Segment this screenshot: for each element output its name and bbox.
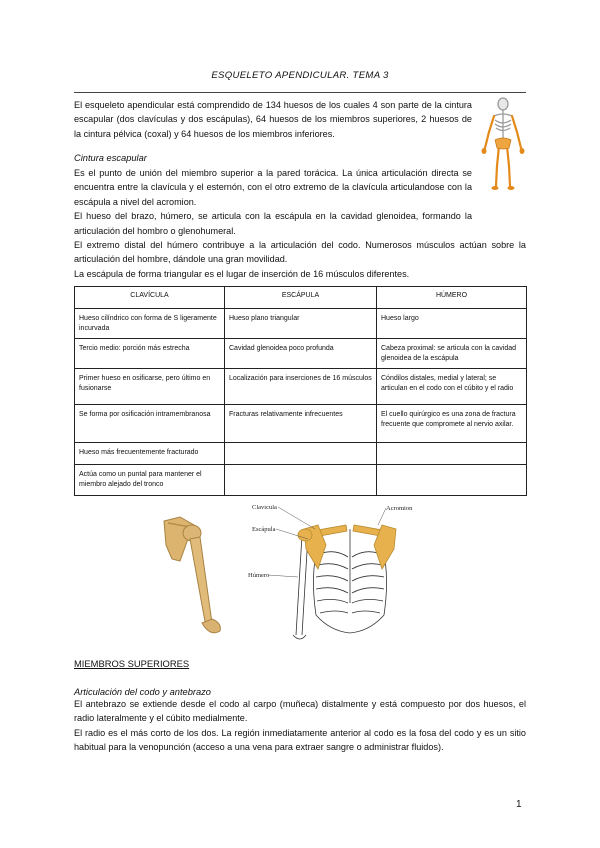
cintura-heading: Cintura escapular: [74, 153, 147, 163]
table-row: [75, 369, 527, 405]
label-humero: Húmero: [248, 572, 270, 579]
table-cell: Se forma por osificación intramembranosa: [75, 405, 225, 443]
table-header-clavicula: CLAVÍCULA: [75, 287, 225, 309]
table-cell: Primer hueso en osificarse, pero último en fusionarse: [75, 369, 225, 405]
table-row: [75, 339, 527, 369]
table-cell: Hueso plano triangular: [225, 309, 377, 339]
table-cell: Hueso más frecuentemente fracturado: [75, 443, 225, 465]
table-cell: Actúa como un puntal para mantener el miembro alejado del tronco: [75, 465, 225, 495]
cintura-p4: La escápula de forma triangular es el lugar de inserción de 16 músculos diferentes.: [74, 268, 410, 279]
cintura-p2: El hueso del brazo, húmero, se articula con la escápula en la cavidad glenoidea, formando la articulación del hombro o glenohumeral.: [74, 211, 472, 236]
cintura-p3: El extremo distal del húmero contribuye a la articulación del codo. Numerosos músculos actúan sobre la articulación del hombre, dándole una gran movilidad.: [74, 240, 526, 265]
codo-p1: El antebrazo se extiende desde el codo al carpo (muñeca) distalmente y está compuesto por dos huesos, el radio lateralmente y el cúbito medialmente.: [74, 699, 526, 724]
table-row: [75, 443, 527, 465]
bones-table: [74, 286, 527, 496]
table-cell: Localización para inserciones de 16 músculos: [225, 369, 377, 405]
codo-p2: El radio es el más corto de los dos. La región inmediatamente anterior al codo es la fosa del codo y es un sitio habitual para la venopunción (acceso a una vena para extraer sangre o administrar fluidos).: [74, 727, 526, 753]
scapula-humerus-figure: [152, 513, 230, 641]
title-rule: [74, 92, 526, 93]
table-cell: [377, 443, 527, 465]
table-cell: [225, 443, 377, 465]
table-cell: [225, 465, 377, 495]
table-cell: Hueso largo: [377, 309, 527, 339]
page-title: ESQUELETO APENDICULAR. TEMA 3: [211, 70, 389, 81]
table-cell: Cavidad glenoidea poco profunda: [225, 339, 377, 369]
table-cell: [377, 465, 527, 495]
cintura-p1: Es el punto de unión del miembro superior a la pared torácica. La única articulación directa se encuentra entre la clavícula y el esternón, con el otro extremo de la clavícula articulandose con la escápula a nivel del acromion.: [74, 168, 472, 207]
table-cell: Tercio medio: porción más estrecha: [75, 339, 225, 369]
table-header-row: [75, 287, 527, 309]
table-cell: Fracturas relativamente infrecuentes: [225, 405, 377, 443]
table-row: [75, 465, 527, 495]
table-header-humero: HÚMERO: [377, 287, 527, 309]
table-cell: Hueso cilíndrico con forma de S ligeramente incurvada: [75, 309, 225, 339]
table-row: [75, 309, 527, 339]
table-cell: Cabeza proximal: se articula con la cavidad glenoidea de la escápula: [377, 339, 527, 369]
table-cell: El cuello quirúrgico es una zona de fractura frecuente que compromete al nervio axilar.: [377, 405, 527, 443]
label-acromion: Acromion: [386, 505, 413, 512]
table-cell: Cóndilos distales, medial y lateral; se articulan en el codo con el cúbito y el radio: [377, 369, 527, 405]
intro-paragraph: El esqueleto apendicular está comprendido de 134 huesos de los cuales 4 son parte de la cintura escapular (dos clavículas y dos escápulas), 64 huesos de los miembros superiores, 2 huesos de la cintura pélvica (coxal) y 64 huesos de los miembros inferiores.: [74, 100, 472, 139]
table-row: [75, 405, 527, 443]
table-header-escapula: ESCÁPULA: [225, 287, 377, 309]
codo-body: [74, 697, 526, 755]
shoulder-girdle-highlight: [298, 525, 396, 569]
page-number: 1: [516, 799, 522, 810]
label-clavicula: Clavícula: [252, 505, 277, 511]
miembros-superiores-heading: MIEMBROS SUPERIORES: [74, 658, 190, 669]
label-escapula: Escápula: [252, 526, 276, 533]
codo-heading: Articulación del codo y antebrazo: [74, 687, 211, 697]
shoulder-figures: [150, 505, 450, 643]
cintura-body: [74, 166, 526, 281]
